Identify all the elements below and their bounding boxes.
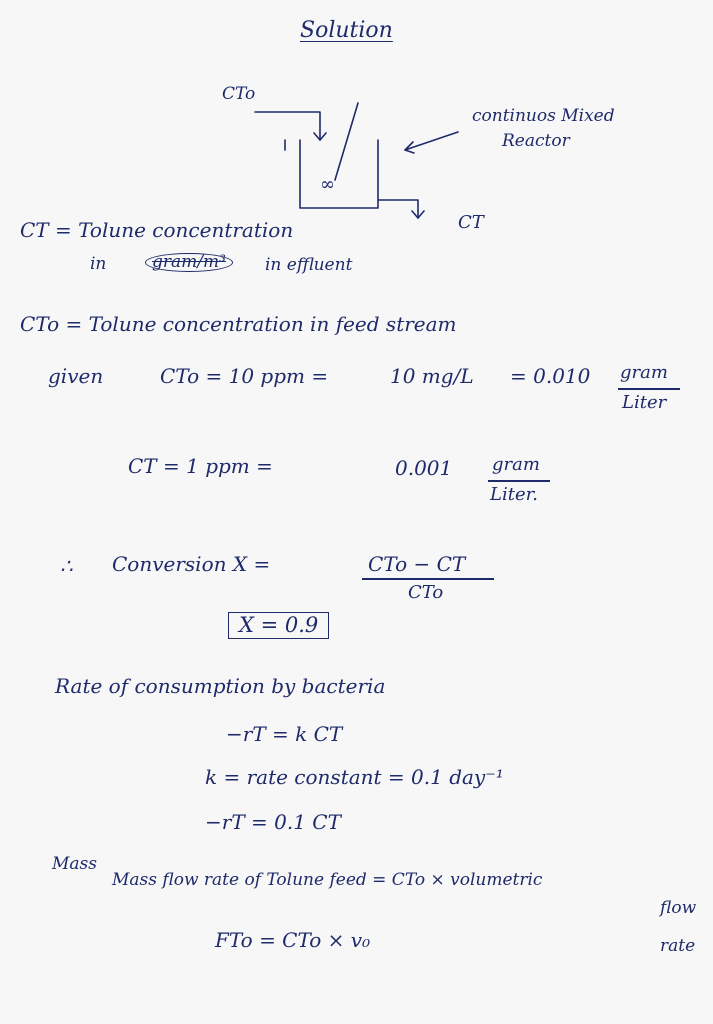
therefore-symbol: ∴: [60, 554, 73, 578]
conversion-frac-line: [362, 578, 494, 580]
conversion-numerator: CTo − CT: [368, 552, 466, 576]
outlet-label: CT: [458, 212, 484, 233]
given-cto-mgl: 10 mg/L: [390, 364, 474, 388]
ct-definition: CT = Tolune concentration: [20, 218, 294, 242]
rate-line-3: k = rate constant = 0.1 day⁻¹: [205, 765, 504, 789]
given-ct-den: Liter.: [490, 484, 538, 505]
stirrer-icon: ∞: [320, 174, 335, 195]
given-ct-val: 0.001: [395, 456, 453, 480]
given-cto-den: Liter: [622, 392, 667, 413]
mass-flow-crossed: Mass: [52, 854, 97, 874]
reactor-label-line1: continuos Mixed: [472, 106, 615, 126]
conversion-label: Conversion X =: [112, 552, 271, 576]
conversion-result: X = 0.9: [228, 612, 329, 639]
mass-flow-line-1b: flow: [660, 898, 697, 918]
ct-definition-effluent: in effluent: [265, 255, 353, 275]
reactor-label-line2: Reactor: [502, 131, 570, 151]
mass-flow-line-2: FTo = CTo × v₀: [215, 928, 371, 952]
ct-definition-units: gram/m³: [145, 253, 233, 272]
page-title: Solution: [300, 18, 393, 43]
rate-line-1: Rate of consumption by bacteria: [55, 674, 386, 698]
rate-line-2: −rT = k CT: [226, 722, 343, 746]
mass-flow-line-1: Mass flow rate of Tolune feed = CTo × volumetric: [112, 870, 543, 890]
outlet-arrow: [378, 200, 418, 218]
tank-wall: [300, 140, 378, 208]
cto-definition: CTo = Tolune concentration in feed stream: [20, 312, 457, 336]
given-cto-expr: CTo = 10 ppm =: [160, 364, 329, 388]
given-ct-expr: CT = 1 ppm =: [128, 454, 273, 478]
given-cto-num: gram: [620, 362, 668, 383]
inlet-label: CTo: [222, 84, 256, 104]
given-cto-eq: = 0.010: [510, 364, 591, 388]
inlet-arrow: [255, 112, 320, 140]
rate-line-4: −rT = 0.1 CT: [205, 810, 341, 834]
given-cto-frac-line: [618, 388, 680, 390]
conversion-denominator: CTo: [408, 582, 444, 603]
pointer-arrow: [405, 132, 458, 150]
stirrer-shaft: [335, 103, 358, 180]
given-ct-frac-line: [488, 480, 550, 482]
mass-flow-line-1c: rate: [660, 936, 696, 956]
given-label: given: [48, 364, 104, 388]
ct-definition-in: in: [90, 254, 107, 274]
given-ct-num: gram: [492, 454, 540, 475]
